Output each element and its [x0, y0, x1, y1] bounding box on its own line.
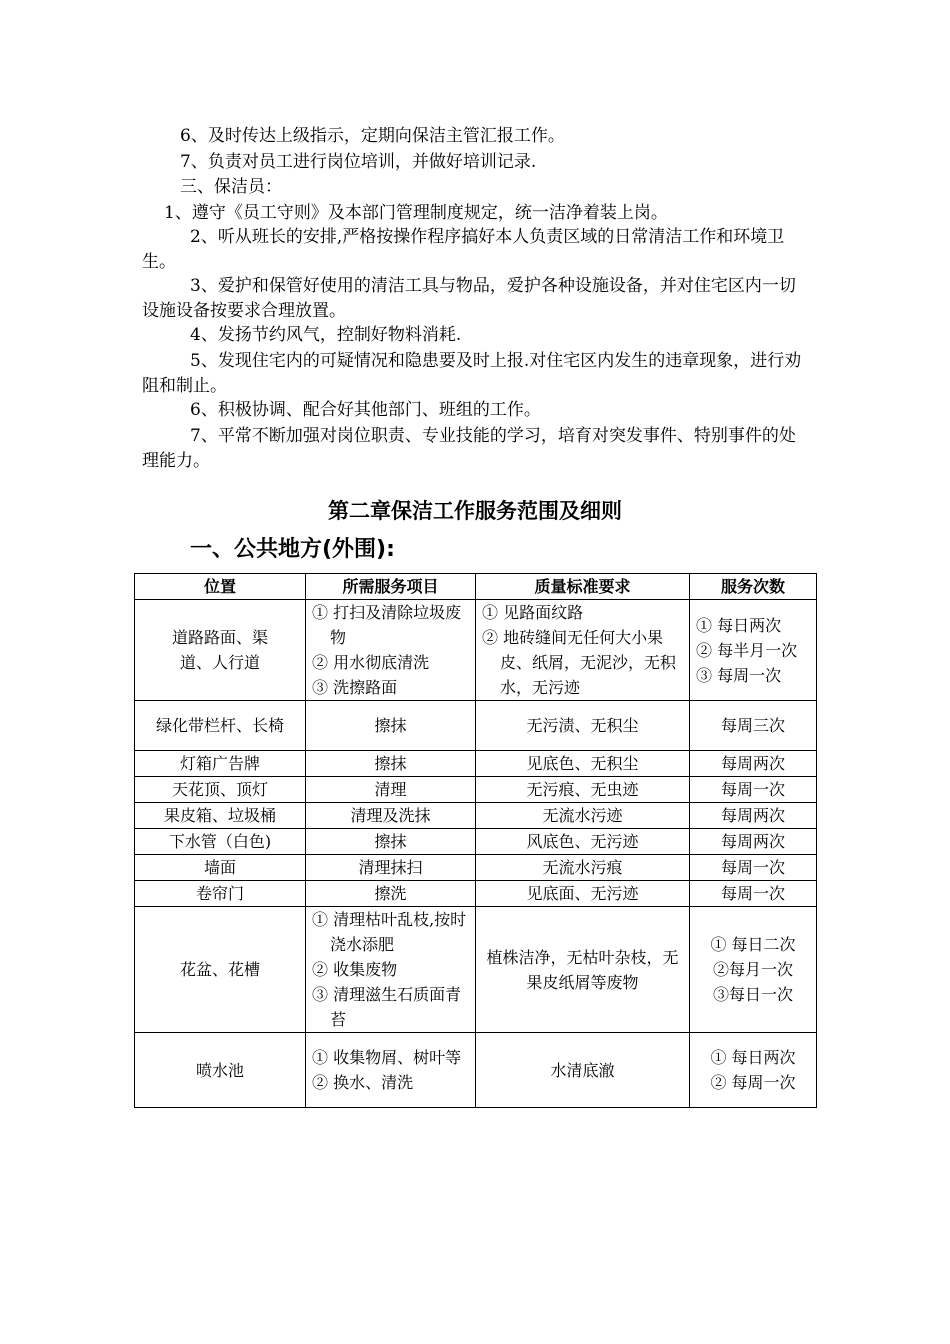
cell-service-items: ① 清理枯叶乱枝,按时浇水添肥 ② 收集废物 ③ 清理滋生石质面青苔 — [306, 907, 476, 1033]
cell-quality-standard: 水清底澈 — [476, 1033, 690, 1108]
paragraph: 6、积极协调、配合好其他部门、班组的工作。 — [190, 400, 541, 420]
cell-location: 绿化带栏杆、长椅 — [135, 701, 306, 751]
table-row — [135, 829, 817, 855]
cell-quality-standard: 见底色、无积尘 — [476, 751, 690, 777]
cell-frequency: 每周一次 — [690, 855, 817, 881]
paragraph: 5、发现住宅内的可疑情况和隐患要及时上报.对住宅区内发生的违章现象，进行劝阻和制止。 — [142, 351, 802, 396]
section-title: 一、公共地方(外围): — [190, 537, 395, 562]
table-row — [135, 803, 817, 829]
cell-frequency: ① 每日二次 ②每月一次 ③每日一次 — [690, 907, 817, 1033]
cell-quality-standard: 风底色、无污迹 — [476, 829, 690, 855]
cell-service-items: ① 打扫及清除垃圾废物 ② 用水彻底清洗 ③ 洗擦路面 — [306, 600, 476, 701]
table-header-row — [135, 574, 817, 600]
header-quality-standard: 质量标准要求 — [476, 574, 690, 600]
table-row — [135, 1033, 817, 1108]
paragraph: 4、发扬节约风气，控制好物料消耗. — [190, 325, 462, 345]
section-heading: 三、保洁员： — [180, 177, 282, 197]
cell-service-items: 擦抹 — [306, 829, 476, 855]
cell-quality-standard: 植株洁净，无枯叶杂枝，无果皮纸屑等废物 — [476, 907, 690, 1033]
cell-quality-standard: 见底面、无污迹 — [476, 881, 690, 907]
cell-service-items: 擦抹 — [306, 701, 476, 751]
table-row — [135, 701, 817, 751]
cell-quality-standard: 无污痕、无虫迹 — [476, 777, 690, 803]
paragraph: 6、及时传达上级指示，定期向保洁主管汇报工作。 — [180, 126, 565, 146]
paragraph: 7、平常不断加强对岗位职责、专业技能的学习，培育对突发事件、特别事件的处理能力。 — [142, 426, 796, 471]
cell-service-items: 清理 — [306, 777, 476, 803]
cell-location: 天花顶、顶灯 — [135, 777, 306, 803]
cell-frequency: 每周两次 — [690, 751, 817, 777]
cell-frequency: 每周两次 — [690, 829, 817, 855]
cell-quality-standard: ① 见路面纹路 ② 地砖缝间无任何大小果皮、纸屑，无泥沙，无积水，无污迹 — [476, 600, 690, 701]
cell-location: 灯箱广告牌 — [135, 751, 306, 777]
chapter-title: 第二章保洁工作服务范围及细则 — [328, 499, 622, 523]
table-row — [135, 751, 817, 777]
cell-location: 墙面 — [135, 855, 306, 881]
cell-location: 卷帘门 — [135, 881, 306, 907]
paragraph: 2、听从班长的安排,严格按操作程序搞好本人负责区域的日常清洁工作和环境卫生。 — [142, 227, 785, 272]
cell-location: 下水管（白色) — [135, 829, 306, 855]
table-row — [135, 600, 817, 701]
header-service-items: 所需服务项目 — [306, 574, 476, 600]
cell-location: 果皮箱、垃圾桶 — [135, 803, 306, 829]
cell-frequency: 每周一次 — [690, 777, 817, 803]
cell-service-items: 擦洗 — [306, 881, 476, 907]
paragraph: 1、遵守《员工守则》及本部门管理制度规定，统一洁净着装上岗。 — [164, 203, 668, 223]
table-row — [135, 907, 817, 1033]
table-row — [135, 777, 817, 803]
cell-frequency: ① 每日两次 ② 每半月一次 ③ 每周一次 — [690, 600, 817, 701]
service-table — [134, 573, 817, 1108]
cell-location: 花盆、花槽 — [135, 907, 306, 1033]
cell-frequency: ① 每日两次 ② 每周一次 — [690, 1033, 817, 1108]
table-row — [135, 855, 817, 881]
paragraph: 3、爱护和保管好使用的清洁工具与物品，爱护各种设施设备，并对住宅区内一切设施设备按要求合理放置。 — [142, 276, 796, 321]
header-frequency: 服务次数 — [690, 574, 817, 600]
cell-location: 喷水池 — [135, 1033, 306, 1108]
cell-quality-standard: 无污渍、无积尘 — [476, 701, 690, 751]
cell-service-items: 清理及洗抹 — [306, 803, 476, 829]
paragraph: 7、负责对员工进行岗位培训，并做好培训记录. — [180, 152, 537, 172]
cell-frequency: 每周三次 — [690, 701, 817, 751]
cell-quality-standard: 无流水污迹 — [476, 803, 690, 829]
cell-frequency: 每周两次 — [690, 803, 817, 829]
cell-service-items: ① 收集物屑、树叶等 ② 换水、清洗 — [306, 1033, 476, 1108]
cell-frequency: 每周一次 — [690, 881, 817, 907]
cell-service-items: 擦抹 — [306, 751, 476, 777]
cell-location: 道路路面、渠道、人行道 — [135, 600, 306, 701]
table-row — [135, 881, 817, 907]
cell-service-items: 清理抹扫 — [306, 855, 476, 881]
header-location: 位置 — [135, 574, 306, 600]
cell-quality-standard: 无流水污痕 — [476, 855, 690, 881]
